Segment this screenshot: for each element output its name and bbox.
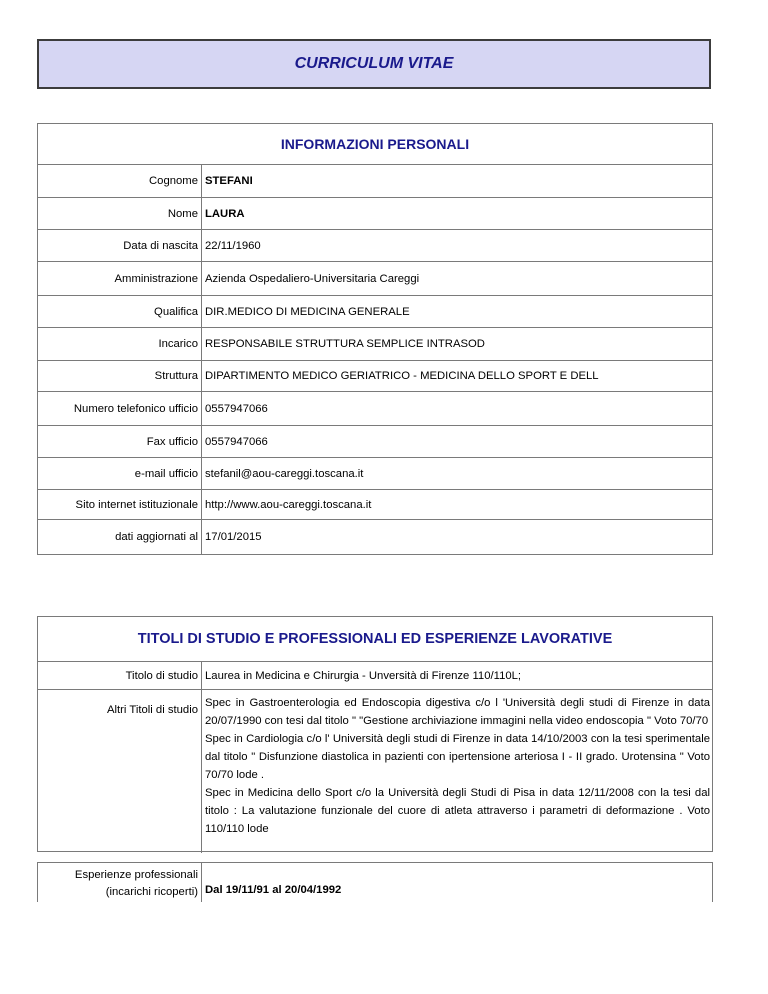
info-value: 17/01/2015 bbox=[205, 531, 262, 543]
info-row bbox=[38, 458, 712, 490]
info-label: Struttura bbox=[38, 361, 202, 391]
info-value: RESPONSABILE STRUTTURA SEMPLICE INTRASOD bbox=[205, 338, 485, 350]
info-value: STEFANI bbox=[205, 175, 253, 187]
cv-title-box bbox=[37, 39, 711, 89]
info-label: Qualifica bbox=[38, 296, 202, 327]
info-label: Fax ufficio bbox=[38, 426, 202, 457]
study-label: Titolo di studio bbox=[38, 662, 202, 689]
info-row bbox=[38, 165, 712, 198]
personal-info-heading: INFORMAZIONI PERSONALI bbox=[38, 124, 712, 165]
personal-info-section bbox=[37, 123, 713, 555]
info-label: Nome bbox=[38, 198, 202, 229]
info-value: 0557947066 bbox=[205, 402, 268, 415]
other-titles-label: Altri Titoli di studio bbox=[38, 690, 202, 853]
other-title-paragraph: Spec in Cardiologia c/o l' Università degli studi di Firenze in data 14/10/2003 con la tesi sperimentale dal titolo " Disfunzione diastolica in pazienti con ipertensione arteriosa I - II grado. Urotensina " Voto 70/70 lode . bbox=[205, 733, 710, 781]
other-titles-row bbox=[38, 690, 712, 853]
info-value: DIR.MEDICO DI MEDICINA GENERALE bbox=[205, 305, 410, 318]
info-label: dati aggiornati al bbox=[38, 520, 202, 554]
info-row bbox=[38, 296, 712, 328]
info-label: e-mail ufficio bbox=[38, 458, 202, 489]
info-value: 0557947066 bbox=[205, 435, 268, 448]
study-value: Laurea in Medicina e Chirurgia - Unversità di Firenze 110/110L; bbox=[205, 669, 522, 682]
other-title-paragraph: Spec in Gastroenterologia ed Endoscopia digestiva c/o l 'Università degli studi di Firenze in data 20/07/1990 con tesi dal titolo " "Gestione archiviazione immagini nella video endoscopia " Voto 70/70 bbox=[205, 697, 710, 727]
info-label: Cognome bbox=[38, 165, 202, 197]
info-value: DIPARTIMENTO MEDICO GERIATRICO - MEDICINA DELLO SPORT E DELL bbox=[205, 370, 599, 382]
other-title-paragraph: Spec in Medicina dello Sport c/o la Università degli Studi di Pisa in data 12/11/2008 con la tesi dal titolo : La valutazione funzionale del cuore di atleta attraverso i parametri di deformazione . Voto 110/110 lode bbox=[205, 787, 710, 835]
info-label: Numero telefonico ufficio bbox=[38, 392, 202, 425]
info-row bbox=[38, 230, 712, 262]
info-row bbox=[38, 490, 712, 520]
other-titles-value bbox=[202, 690, 712, 853]
info-value: stefanil@aou-careggi.toscana.it bbox=[205, 467, 364, 480]
experience-section bbox=[37, 862, 713, 902]
info-value: 22/11/1960 bbox=[205, 239, 261, 252]
cv-title: CURRICULUM VITAE bbox=[294, 55, 454, 72]
info-label: Amministrazione bbox=[38, 262, 202, 295]
titles-heading: TITOLI DI STUDIO E PROFESSIONALI ED ESPERIENZE LAVORATIVE bbox=[38, 617, 712, 662]
experience-label: Esperienze professionali (incarichi ricoperti) bbox=[74, 869, 198, 898]
info-row bbox=[38, 262, 712, 296]
info-row bbox=[38, 426, 712, 458]
study-row bbox=[38, 662, 712, 690]
experience-value: Dal 19/11/91 al 20/04/1992 bbox=[205, 884, 342, 896]
info-row bbox=[38, 328, 712, 361]
info-value: LAURA bbox=[205, 207, 245, 220]
info-row bbox=[38, 520, 712, 555]
info-label: Incarico bbox=[38, 328, 202, 360]
info-row bbox=[38, 361, 712, 392]
info-label: Data di nascita bbox=[38, 230, 202, 261]
titles-section bbox=[37, 616, 713, 852]
info-label: Sito internet istituzionale bbox=[38, 490, 202, 519]
info-value: http://www.aou-careggi.toscana.it bbox=[205, 498, 372, 511]
info-row bbox=[38, 392, 712, 426]
info-row bbox=[38, 198, 712, 230]
info-value: Azienda Ospedaliero-Universitaria Careggi bbox=[205, 272, 420, 285]
